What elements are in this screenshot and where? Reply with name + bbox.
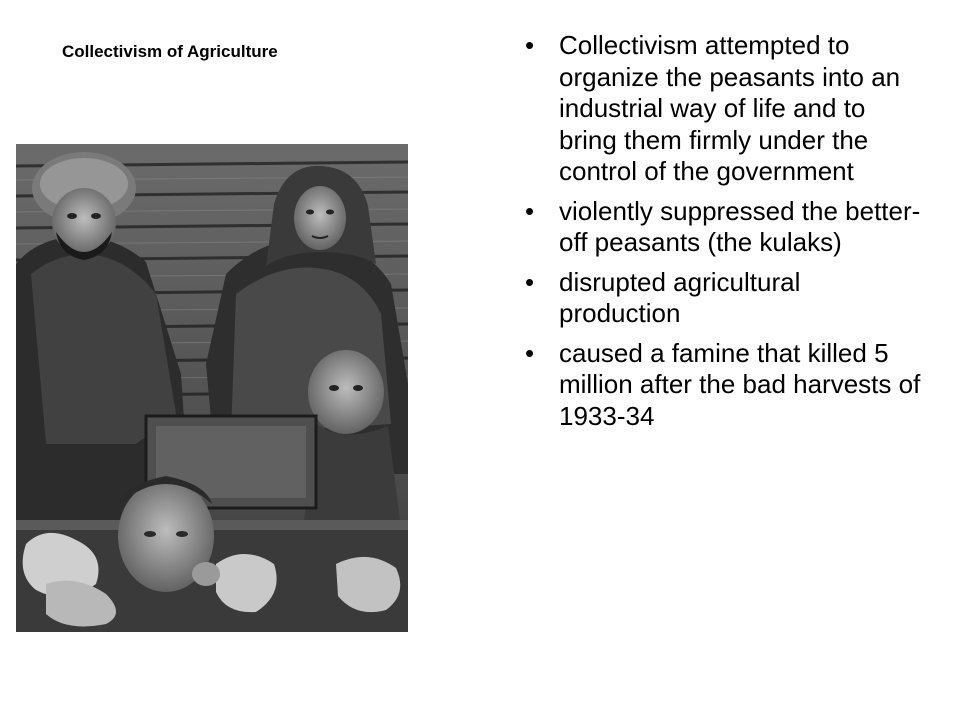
photo-illustration: [16, 144, 408, 632]
bullet-text: Collectivism attempted to organize the peasants into an industrial way of life and to bring them firmly under the control of the government: [559, 30, 901, 186]
bullet-dot-icon: •: [525, 30, 535, 60]
bullet-dot-icon: •: [525, 266, 535, 297]
bullet-dot-icon: •: [525, 337, 535, 368]
bullet-dot-icon: •: [525, 195, 535, 226]
bullet-text: violently suppressed the better-off peasants (the kulaks): [559, 195, 921, 257]
bullet-item: [522, 267, 922, 330]
bullet-text: disrupted agricultural production: [559, 266, 801, 328]
bullet-item: [522, 338, 922, 433]
bullet-text: caused a famine that killed 5 million after the bad harvests of 1933-34: [559, 337, 921, 431]
bullet-item: [522, 196, 922, 259]
slide-title: Collectivism of Agriculture: [62, 42, 278, 61]
historical-photo: [16, 144, 408, 632]
bullet-list: [522, 30, 922, 440]
bullet-item: [522, 30, 922, 188]
